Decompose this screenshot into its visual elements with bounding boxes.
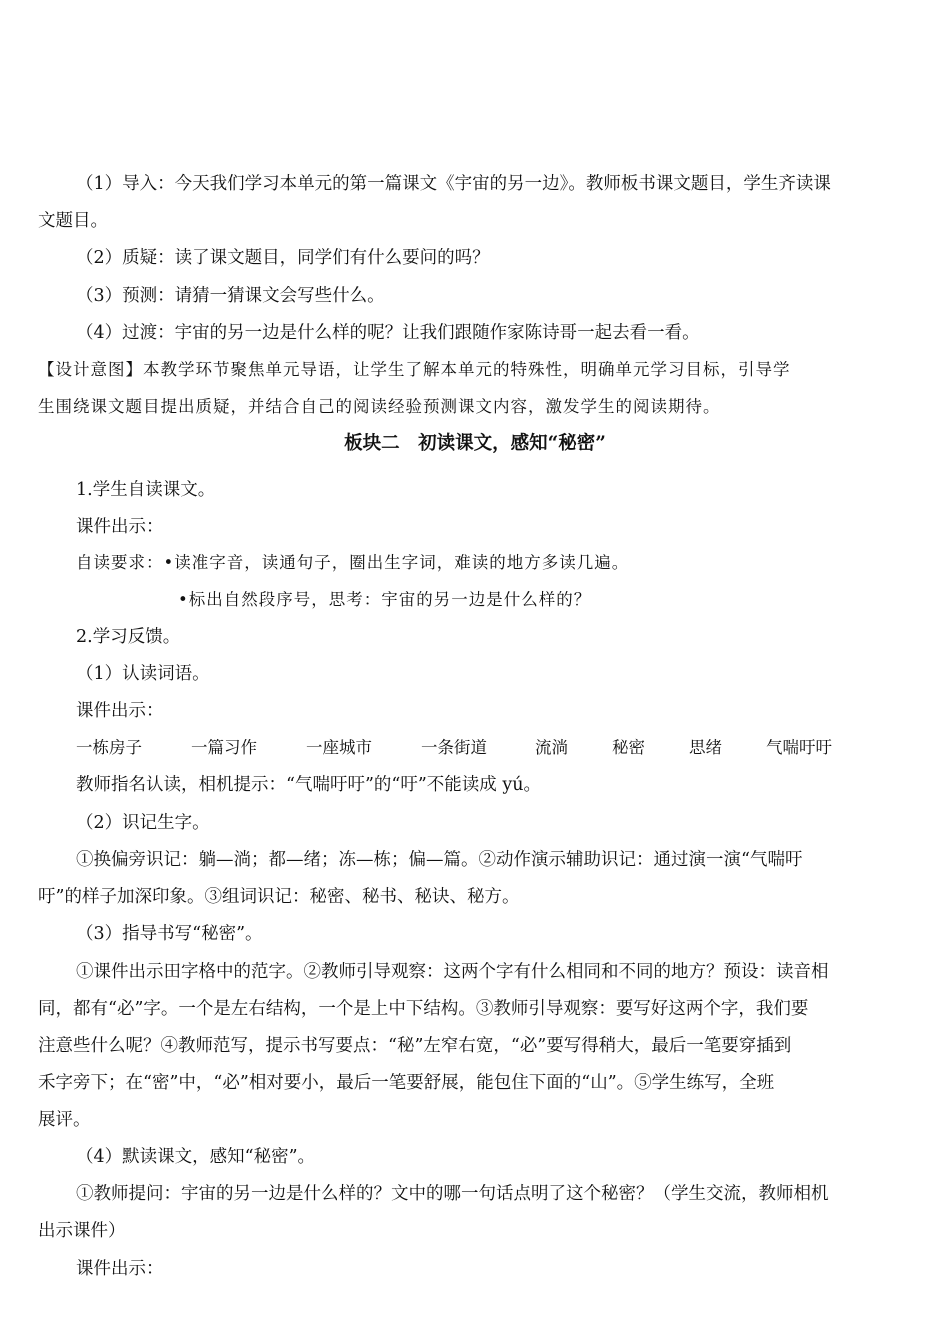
- word-item: 流淌: [535, 738, 568, 757]
- substep-3: （3）指导书写“秘密”。: [76, 924, 263, 944]
- design-intent: 【设计意图】本教学环节聚焦单元导语，让学生了解本单元的特殊性，明确单元学习目标，引导学: [38, 360, 791, 379]
- step-2-title: 2.学习反馈。: [76, 627, 181, 647]
- substep-3-body-cont: 注意些什么呢？④教师范写，提示书写要点：“秘”左窄右宽，“必”要写得稍大，最后一笔要穿插到: [38, 1036, 792, 1056]
- word-item: 一篇习作: [191, 738, 257, 757]
- substep-1: （1）认读词语。: [76, 664, 210, 684]
- courseware-label: 课件出示：: [76, 1259, 164, 1279]
- substep-3-body: ①课件出示田字格中的范字。②教师引导观察：这两个字有什么相同和不同的地方？预设：读音相: [76, 962, 829, 982]
- intro-para-1-cont: 文题目。: [38, 211, 108, 231]
- section-heading: 板块二 初读课文，感知“秘密”: [344, 433, 606, 454]
- word-item: 思绪: [689, 738, 722, 757]
- word-item: 气喘吁吁: [766, 738, 832, 757]
- substep-4: （4）默读课文，感知“秘密”。: [76, 1147, 316, 1167]
- substep-2-body: ①换偏旁识记：躺—淌；都—绪；冻—栋；偏—篇。②动作演示辅助识记：通过演一演“气喘吁: [76, 850, 803, 870]
- substep-2-body-cont: 吁”的样子加深印象。③组词识记：秘密、秘书、秘诀、秘方。: [38, 887, 520, 907]
- substep-3-body-cont: 展评。: [38, 1110, 91, 1130]
- substep-4-body-cont: 出示课件）: [38, 1221, 126, 1241]
- courseware-label: 课件出示：: [76, 517, 164, 537]
- substep-3-body-cont: 禾字旁下；在“密”中，“必”相对要小，最后一笔要舒展，能包住下面的“山”。⑤学生练写，全班: [38, 1073, 775, 1093]
- courseware-label: 课件出示：: [76, 701, 164, 721]
- substep-3-body-cont: 同，都有“必”字。一个是左右结构，一个是上中下结构。③教师引导观察：要写好这两个字，我们要: [38, 999, 809, 1019]
- word-item: 一座城市: [306, 738, 372, 757]
- intro-para-3: （3）预测：请猜一猜课文会写些什么。: [76, 286, 385, 306]
- word-item: 秘密: [612, 738, 645, 757]
- substep-4-body: ①教师提问：宇宙的另一边是什么样的？文中的哪一句话点明了这个秘密？（学生交流，教师相机: [76, 1184, 829, 1204]
- word-list: [76, 736, 876, 760]
- design-intent-cont: 生围绕课文题目提出质疑，并结合自己的阅读经验预测课文内容，激发学生的阅读期待。: [38, 397, 721, 416]
- reading-requirement-2: •标出自然段序号，思考：宇宙的另一边是什么样的？: [178, 590, 592, 609]
- intro-para-2: （2）质疑：读了课文题目，同学们有什么要问的吗？: [76, 248, 490, 268]
- intro-para-1: （1）导入：今天我们学习本单元的第一篇课文《宇宙的另一边》。教师板书课文题目，学生齐读课: [76, 174, 831, 194]
- word-item: 一条街道: [421, 738, 487, 757]
- reading-hint: 教师指名认读，相机提示：“气喘吁吁”的“吁”不能读成 yú。: [76, 775, 542, 795]
- substep-2: （2）识记生字。: [76, 813, 210, 833]
- intro-para-4: （4）过渡：宇宙的另一边是什么样的呢？让我们跟随作家陈诗哥一起去看一看。: [76, 323, 700, 343]
- reading-requirement-1: 自读要求：•读准字音，读通句子，圈出生字词，难读的地方多读几遍。: [76, 553, 630, 572]
- word-item: 一栋房子: [76, 738, 142, 757]
- step-1-title: 1.学生自读课文。: [76, 480, 216, 500]
